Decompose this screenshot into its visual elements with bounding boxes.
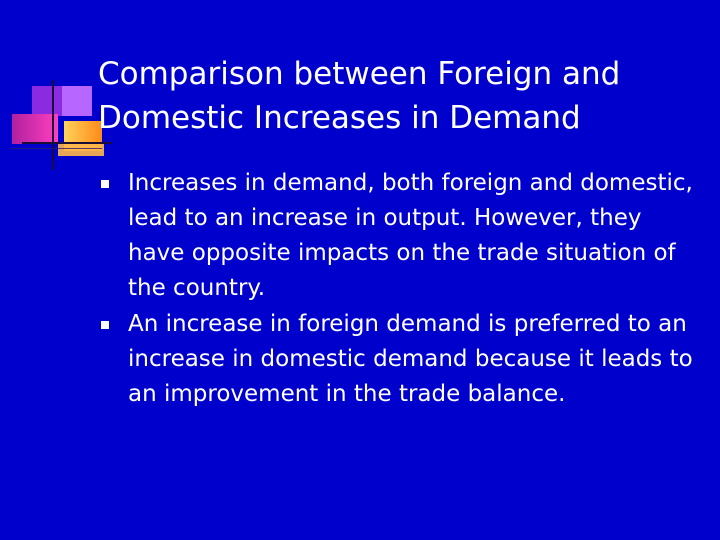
bullet-text: An increase in foreign demand is preferred to an increase in domestic demand because it leads to an improvement in the trade balance. bbox=[128, 311, 693, 407]
square-bullet-icon bbox=[101, 180, 109, 188]
slide-title: Comparison between Foreign and Domestic Increases in Demand bbox=[98, 56, 621, 136]
orange-strip bbox=[58, 144, 104, 156]
vertical-divider bbox=[52, 80, 54, 170]
horizontal-divider-secondary bbox=[10, 148, 102, 149]
square-bullet-icon bbox=[101, 321, 109, 329]
horizontal-divider bbox=[22, 142, 112, 144]
purple-square-light bbox=[62, 86, 92, 116]
decorative-squares bbox=[0, 0, 110, 170]
bullet-text: Increases in demand, both foreign and domestic, lead to an increase in output. However, they have opposite impacts on the trade situation of the country. bbox=[128, 170, 693, 301]
purple-square bbox=[32, 86, 62, 116]
